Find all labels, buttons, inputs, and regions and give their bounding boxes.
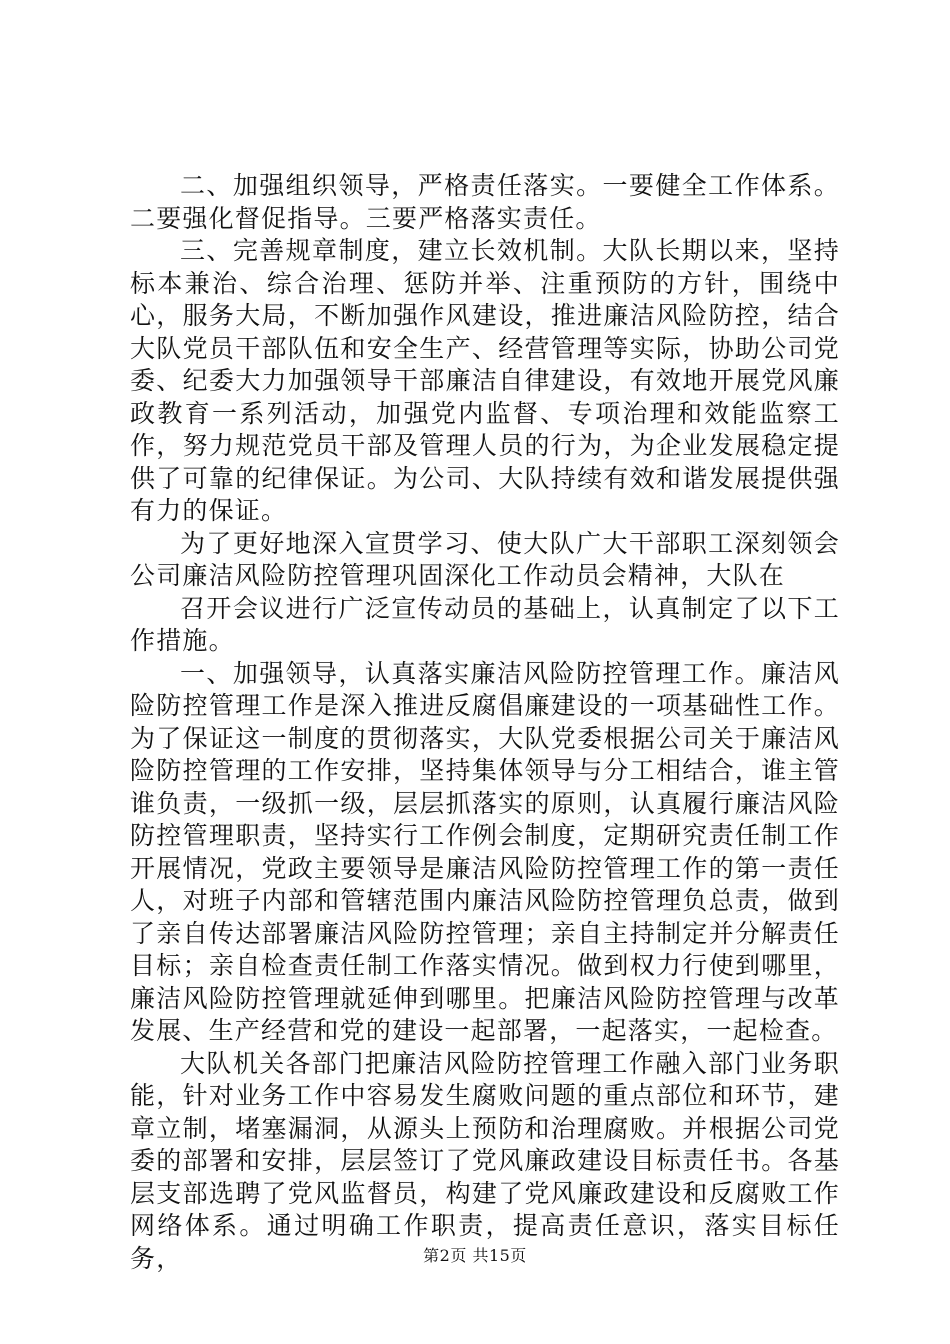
paragraph-2: 三、完善规章制度，建立长效机制。大队长期以来，坚持标本兼治、综合治理、惩防并举、注重预防的方针，围绕中心，服务大局，不断加强作风建设，推进廉洁风险防控，结合大队党员干部队伍和安全生产、经营管理等实际，协助公司党委、纪委大力加强领导干部廉洁自律建设，有效地开展党风廉政教育一系列活动，加强党内监督、专项治理和效能监察工作，努力规范党员干部及管理人员的行为，为企业发展稳定提供了可靠的纪律保证。为公司、大队持续有效和谐发展提供强有力的保证。: [130, 236, 840, 525]
paragraph-3: 为了更好地深入宣贯学习、使大队广大干部职工深刻领会公司廉洁风险防控管理巩固深化工作动员会精神，大队在: [130, 528, 840, 590]
paragraph-1: 二、加强组织领导，严格责任落实。一要健全工作体系。二要强化督促指导。三要严格落实责任。: [130, 171, 840, 233]
paragraph-5: 一、加强领导，认真落实廉洁风险防控管理工作。廉洁风险防控管理工作是深入推进反腐倡廉建设的一项基础性工作。为了保证这一制度的贯彻落实，大队党委根据公司关于廉洁风险防控管理的工作安排，坚持集体领导与分工相结合，谁主管谁负责，一级抓一级，层层抓落实的原则，认真履行廉洁风险防控管理职责，坚持实行工作例会制度，定期研究责任制工作开展情况，党政主要领导是廉洁风险防控管理工作的第一责任人，对班子内部和管辖范围内廉洁风险防控管理负总责，做到了亲自传达部署廉洁风险防控管理；亲自主持制定并分解责任目标；亲自检查责任制工作落实情况。做到权力行使到哪里，廉洁风险防控管理就延伸到哪里。把廉洁风险防控管理与改革发展、生产经营和党的建设一起部署，一起落实，一起检查。: [130, 658, 840, 1045]
paragraph-4: 召开会议进行广泛宣传动员的基础上，认真制定了以下工作措施。: [130, 593, 840, 655]
document-body: [130, 170, 840, 1275]
paragraph-6: 大队机关各部门把廉洁风险防控管理工作融入部门业务职能，针对业务工作中容易发生腐败问题的重点部位和环节，建章立制，堵塞漏洞，从源头上预防和治理腐败。并根据公司党委的部署和安排，层层签订了党风廉政建设目标责任书。各基层支部选聘了党风监督员，构建了党风廉政建设和反腐败工作网络体系。通过明确工作职责，提高责任意识，落实目标任务，: [130, 1048, 840, 1273]
page-footer: 第2页 共15页: [423, 1246, 527, 1265]
